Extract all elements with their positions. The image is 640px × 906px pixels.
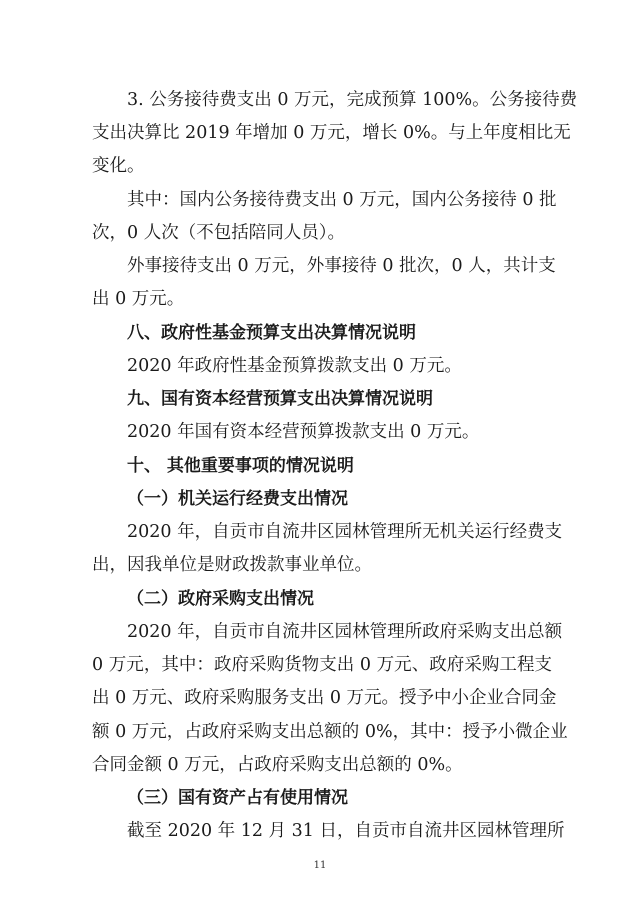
subsection-heading: （二）政府采购支出情况 bbox=[127, 589, 314, 609]
paragraph-line: 出 0 万元、政府采购服务支出 0 万元。授予中小企业合同金 bbox=[92, 688, 557, 708]
paragraph-line: 变化。 bbox=[92, 156, 145, 176]
paragraph-line: 合同金额 0 万元，占政府采购支出总额的 0%。 bbox=[92, 755, 463, 775]
paragraph-line: 2020 年国有资本经营预算拨款支出 0 万元。 bbox=[127, 422, 480, 442]
paragraph-line: 2020 年政府性基金预算拨款支出 0 万元。 bbox=[127, 356, 462, 376]
subsection-heading: （三）国有资产占有使用情况 bbox=[127, 788, 348, 808]
paragraph-line: 3. 公务接待费支出 0 万元，完成预算 100%。公务接待费 bbox=[127, 90, 578, 110]
subsection-heading: （一）机关运行经费支出情况 bbox=[127, 489, 348, 509]
paragraph-line: 外事接待支出 0 万元，外事接待 0 批次，0 人，共计支 bbox=[127, 256, 556, 276]
section-heading: 十、 其他重要事项的情况说明 bbox=[127, 456, 354, 476]
paragraph-line: 截至 2020 年 12 月 31 日，自贡市自流井区园林管理所 bbox=[127, 821, 565, 841]
paragraph-line: 额 0 万元，占政府采购支出总额的 0%，其中：授予小微企业 bbox=[92, 722, 568, 742]
paragraph-line: 支出决算比 2019 年增加 0 万元，增长 0%。与上年度相比无 bbox=[92, 123, 571, 143]
paragraph-line: 其中：国内公务接待费支出 0 万元，国内公务接待 0 批 bbox=[127, 190, 557, 210]
paragraph-line: 2020 年，自贡市自流井区园林管理所无机关运行经费支 bbox=[127, 522, 563, 542]
paragraph-line: 出 0 万元。 bbox=[92, 289, 185, 309]
paragraph-line: 出，因我单位是财政拨款事业单位。 bbox=[92, 555, 372, 575]
page-number: 11 bbox=[313, 860, 327, 871]
paragraph-line: 次，0 人次（不包括陪同人员）。 bbox=[92, 223, 345, 243]
paragraph-line: 0 万元，其中：政府采购货物支出 0 万元、政府采购工程支 bbox=[92, 655, 552, 675]
paragraph-line: 2020 年，自贡市自流井区园林管理所政府采购支出总额 bbox=[127, 622, 563, 642]
section-heading: 八、政府性基金预算支出决算情况说明 bbox=[127, 323, 416, 343]
section-heading: 九、国有资本经营预算支出决算情况说明 bbox=[127, 389, 433, 409]
